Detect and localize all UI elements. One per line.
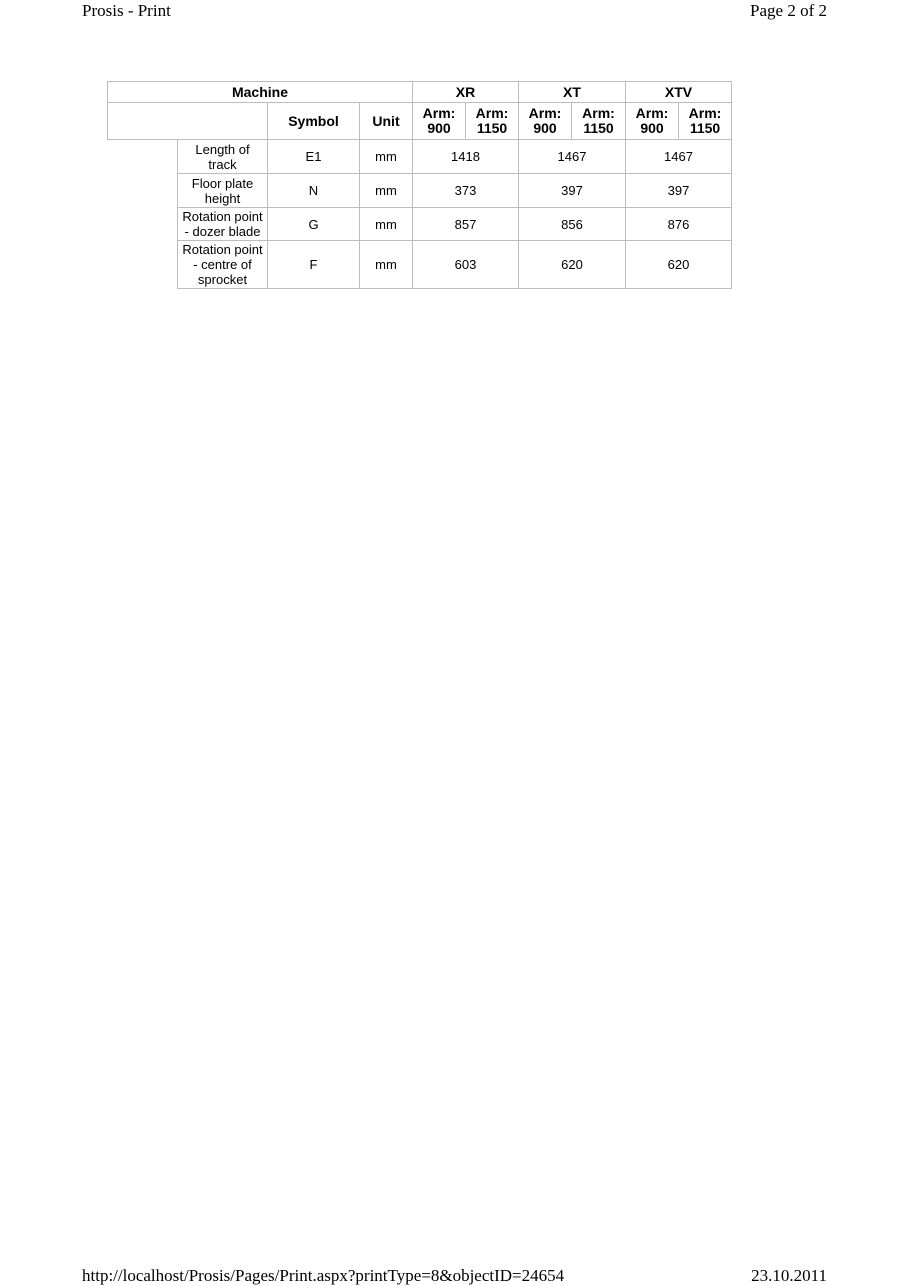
row-value-xr: 857	[413, 208, 519, 241]
row-value-xr: 1418	[413, 140, 519, 174]
row-value-xtv: 397	[626, 174, 732, 208]
table-row	[108, 140, 732, 174]
row-value-xtv: 876	[626, 208, 732, 241]
row-value-xtv: 620	[626, 241, 732, 289]
header-machine: Machine	[108, 82, 413, 103]
row-value-xtv: 1467	[626, 140, 732, 174]
header-symbol: Symbol	[268, 103, 360, 140]
table-row	[108, 241, 732, 289]
row-symbol: F	[268, 241, 360, 289]
row-value-xr: 603	[413, 241, 519, 289]
row-unit: mm	[360, 174, 413, 208]
row-unit: mm	[360, 241, 413, 289]
row-parameter: Length of track	[178, 140, 268, 174]
header-xt-arm-1150: Arm: 1150	[572, 103, 626, 140]
header-unit: Unit	[360, 103, 413, 140]
print-header-title: Prosis - Print	[82, 1, 171, 20]
row-parameter: Rotation point - centre of sprocket	[178, 241, 268, 289]
row-value-xt: 397	[519, 174, 626, 208]
header-group-xr: XR	[413, 82, 519, 103]
print-header-page-number: Page 2 of 2	[750, 1, 827, 20]
header-blank	[108, 103, 268, 140]
row-value-xt: 856	[519, 208, 626, 241]
row-unit: mm	[360, 140, 413, 174]
row-value-xt: 620	[519, 241, 626, 289]
table-header-row-groups	[108, 82, 732, 103]
table-row	[108, 174, 732, 208]
header-xtv-arm-900: Arm: 900	[626, 103, 679, 140]
print-footer-date: 23.10.2011	[751, 1266, 827, 1285]
indent-spacer	[108, 140, 178, 289]
header-xt-arm-900: Arm: 900	[519, 103, 572, 140]
machine-dimensions-table	[107, 81, 732, 289]
print-footer-url: http://localhost/Prosis/Pages/Print.aspx?printType=8&objectID=24654	[82, 1266, 565, 1285]
header-xr-arm-900: Arm: 900	[413, 103, 466, 140]
header-xr-arm-1150: Arm: 1150	[466, 103, 519, 140]
row-value-xr: 373	[413, 174, 519, 208]
row-symbol: G	[268, 208, 360, 241]
header-group-xt: XT	[519, 82, 626, 103]
header-group-xtv: XTV	[626, 82, 732, 103]
row-symbol: N	[268, 174, 360, 208]
table-header-row-arms	[108, 103, 732, 140]
table-row	[108, 208, 732, 241]
row-value-xt: 1467	[519, 140, 626, 174]
header-xtv-arm-1150: Arm: 1150	[679, 103, 732, 140]
row-unit: mm	[360, 208, 413, 241]
row-parameter: Floor plate height	[178, 174, 268, 208]
row-parameter: Rotation point - dozer blade	[178, 208, 268, 241]
row-symbol: E1	[268, 140, 360, 174]
